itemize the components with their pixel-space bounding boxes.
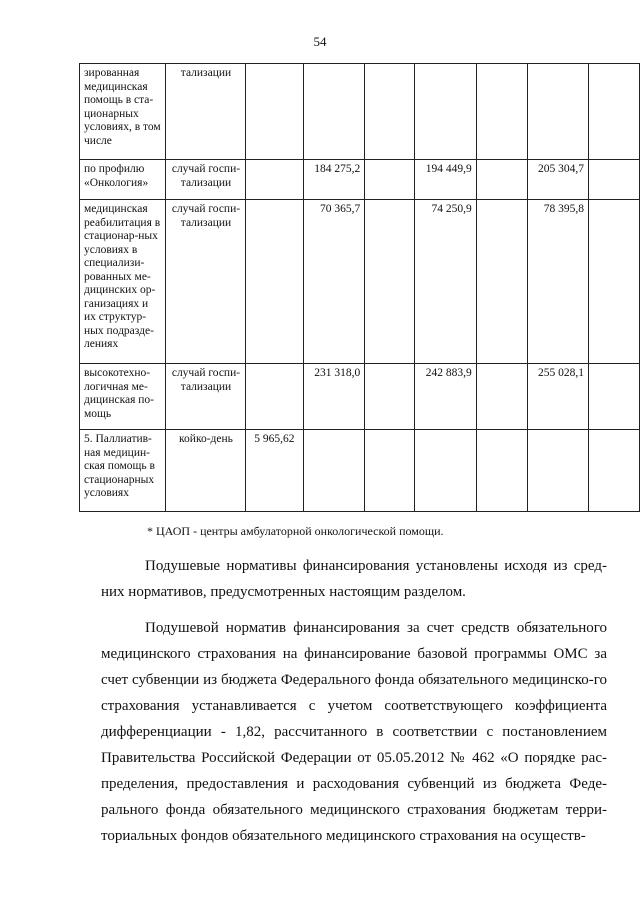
table-cell bbox=[303, 430, 364, 512]
financing-norms-table bbox=[79, 63, 640, 512]
body-text bbox=[101, 553, 607, 859]
table-cell: 242 883,9 bbox=[415, 364, 476, 430]
table-cell: 184 275,2 bbox=[303, 160, 364, 200]
table-row bbox=[80, 364, 640, 430]
table-cell bbox=[589, 64, 640, 160]
table-cell bbox=[476, 200, 527, 364]
table-cell bbox=[476, 64, 527, 160]
paragraph: Подушевой норматив финансирования за счет средств обязательного медицинского страхования на финансирование базовой программы ОМС за счет субвенции из бюджета Федерального фонда обязательного медицинско-го страхования устанавливается с учетом соответствующего коэффициента дифференциации - 1,82, рассчитанного в соответствии с постановлением Правительства Российской Федерации от 05.05.2012 № 462 «О порядке рас-пределения, предоставления и расходования субвенций из бюджета Феде-рального фонда обязательного медицинского страхования бюджетам терри-ториальных фондов обязательного медицинского страхования на осуществ- bbox=[101, 620, 607, 844]
table-cell bbox=[365, 430, 415, 512]
row-unit: случай госпи-тализации bbox=[166, 200, 246, 364]
table-cell: 255 028,1 bbox=[527, 364, 588, 430]
table-row bbox=[80, 430, 640, 512]
table-cell bbox=[589, 430, 640, 512]
table-cell: 231 318,0 bbox=[303, 364, 364, 430]
row-label: медицинская реабилитация в стационар-ных условиях в специализи-рованных ме-дицинских ор-ганизациях и их структур-ных подразде-лениях bbox=[80, 200, 166, 364]
table-cell: 5 965,62 bbox=[245, 430, 303, 512]
table-cell bbox=[589, 364, 640, 430]
table-cell bbox=[245, 160, 303, 200]
row-label: высокотехно-логичная ме-дицинская по-мощь bbox=[80, 364, 166, 430]
table-cell bbox=[365, 64, 415, 160]
table-row bbox=[80, 200, 640, 364]
table-cell: 74 250,9 bbox=[415, 200, 476, 364]
footnote: * ЦАОП - центры амбулаторной онкологической помощи. bbox=[147, 524, 444, 538]
table-row bbox=[80, 64, 640, 160]
table-cell bbox=[365, 160, 415, 200]
row-unit: случай госпи-тализации bbox=[166, 160, 246, 200]
table-cell bbox=[527, 64, 588, 160]
table-cell bbox=[589, 200, 640, 364]
table-cell bbox=[245, 364, 303, 430]
table-cell bbox=[476, 160, 527, 200]
table-cell bbox=[476, 364, 527, 430]
table-cell bbox=[245, 64, 303, 160]
row-unit: койко-день bbox=[166, 430, 246, 512]
table-cell bbox=[415, 64, 476, 160]
table-row bbox=[80, 160, 640, 200]
row-label: по профилю «Онкология» bbox=[80, 160, 166, 200]
row-label: зированная медицинская помощь в ста-ционарных условиях, в том числе bbox=[80, 64, 166, 160]
table-cell: 194 449,9 bbox=[415, 160, 476, 200]
row-unit: тализации bbox=[166, 64, 246, 160]
table-cell bbox=[365, 200, 415, 364]
table-cell bbox=[589, 160, 640, 200]
table-cell: 205 304,7 bbox=[527, 160, 588, 200]
table-cell: 78 395,8 bbox=[527, 200, 588, 364]
page-number: 54 bbox=[313, 34, 327, 49]
table-cell bbox=[303, 64, 364, 160]
table-cell: 70 365,7 bbox=[303, 200, 364, 364]
row-unit: случай госпи-тализации bbox=[166, 364, 246, 430]
paragraph: Подушевые нормативы финансирования установлены исходя из сред-них нормативов, предусмотренных настоящим разделом. bbox=[101, 558, 607, 600]
table-cell bbox=[245, 200, 303, 364]
row-label: 5. Паллиатив-ная медицин-ская помощь в стационарных условиях bbox=[80, 430, 166, 512]
table-cell bbox=[365, 364, 415, 430]
table-cell bbox=[476, 430, 527, 512]
table-cell bbox=[415, 430, 476, 512]
table-cell bbox=[527, 430, 588, 512]
